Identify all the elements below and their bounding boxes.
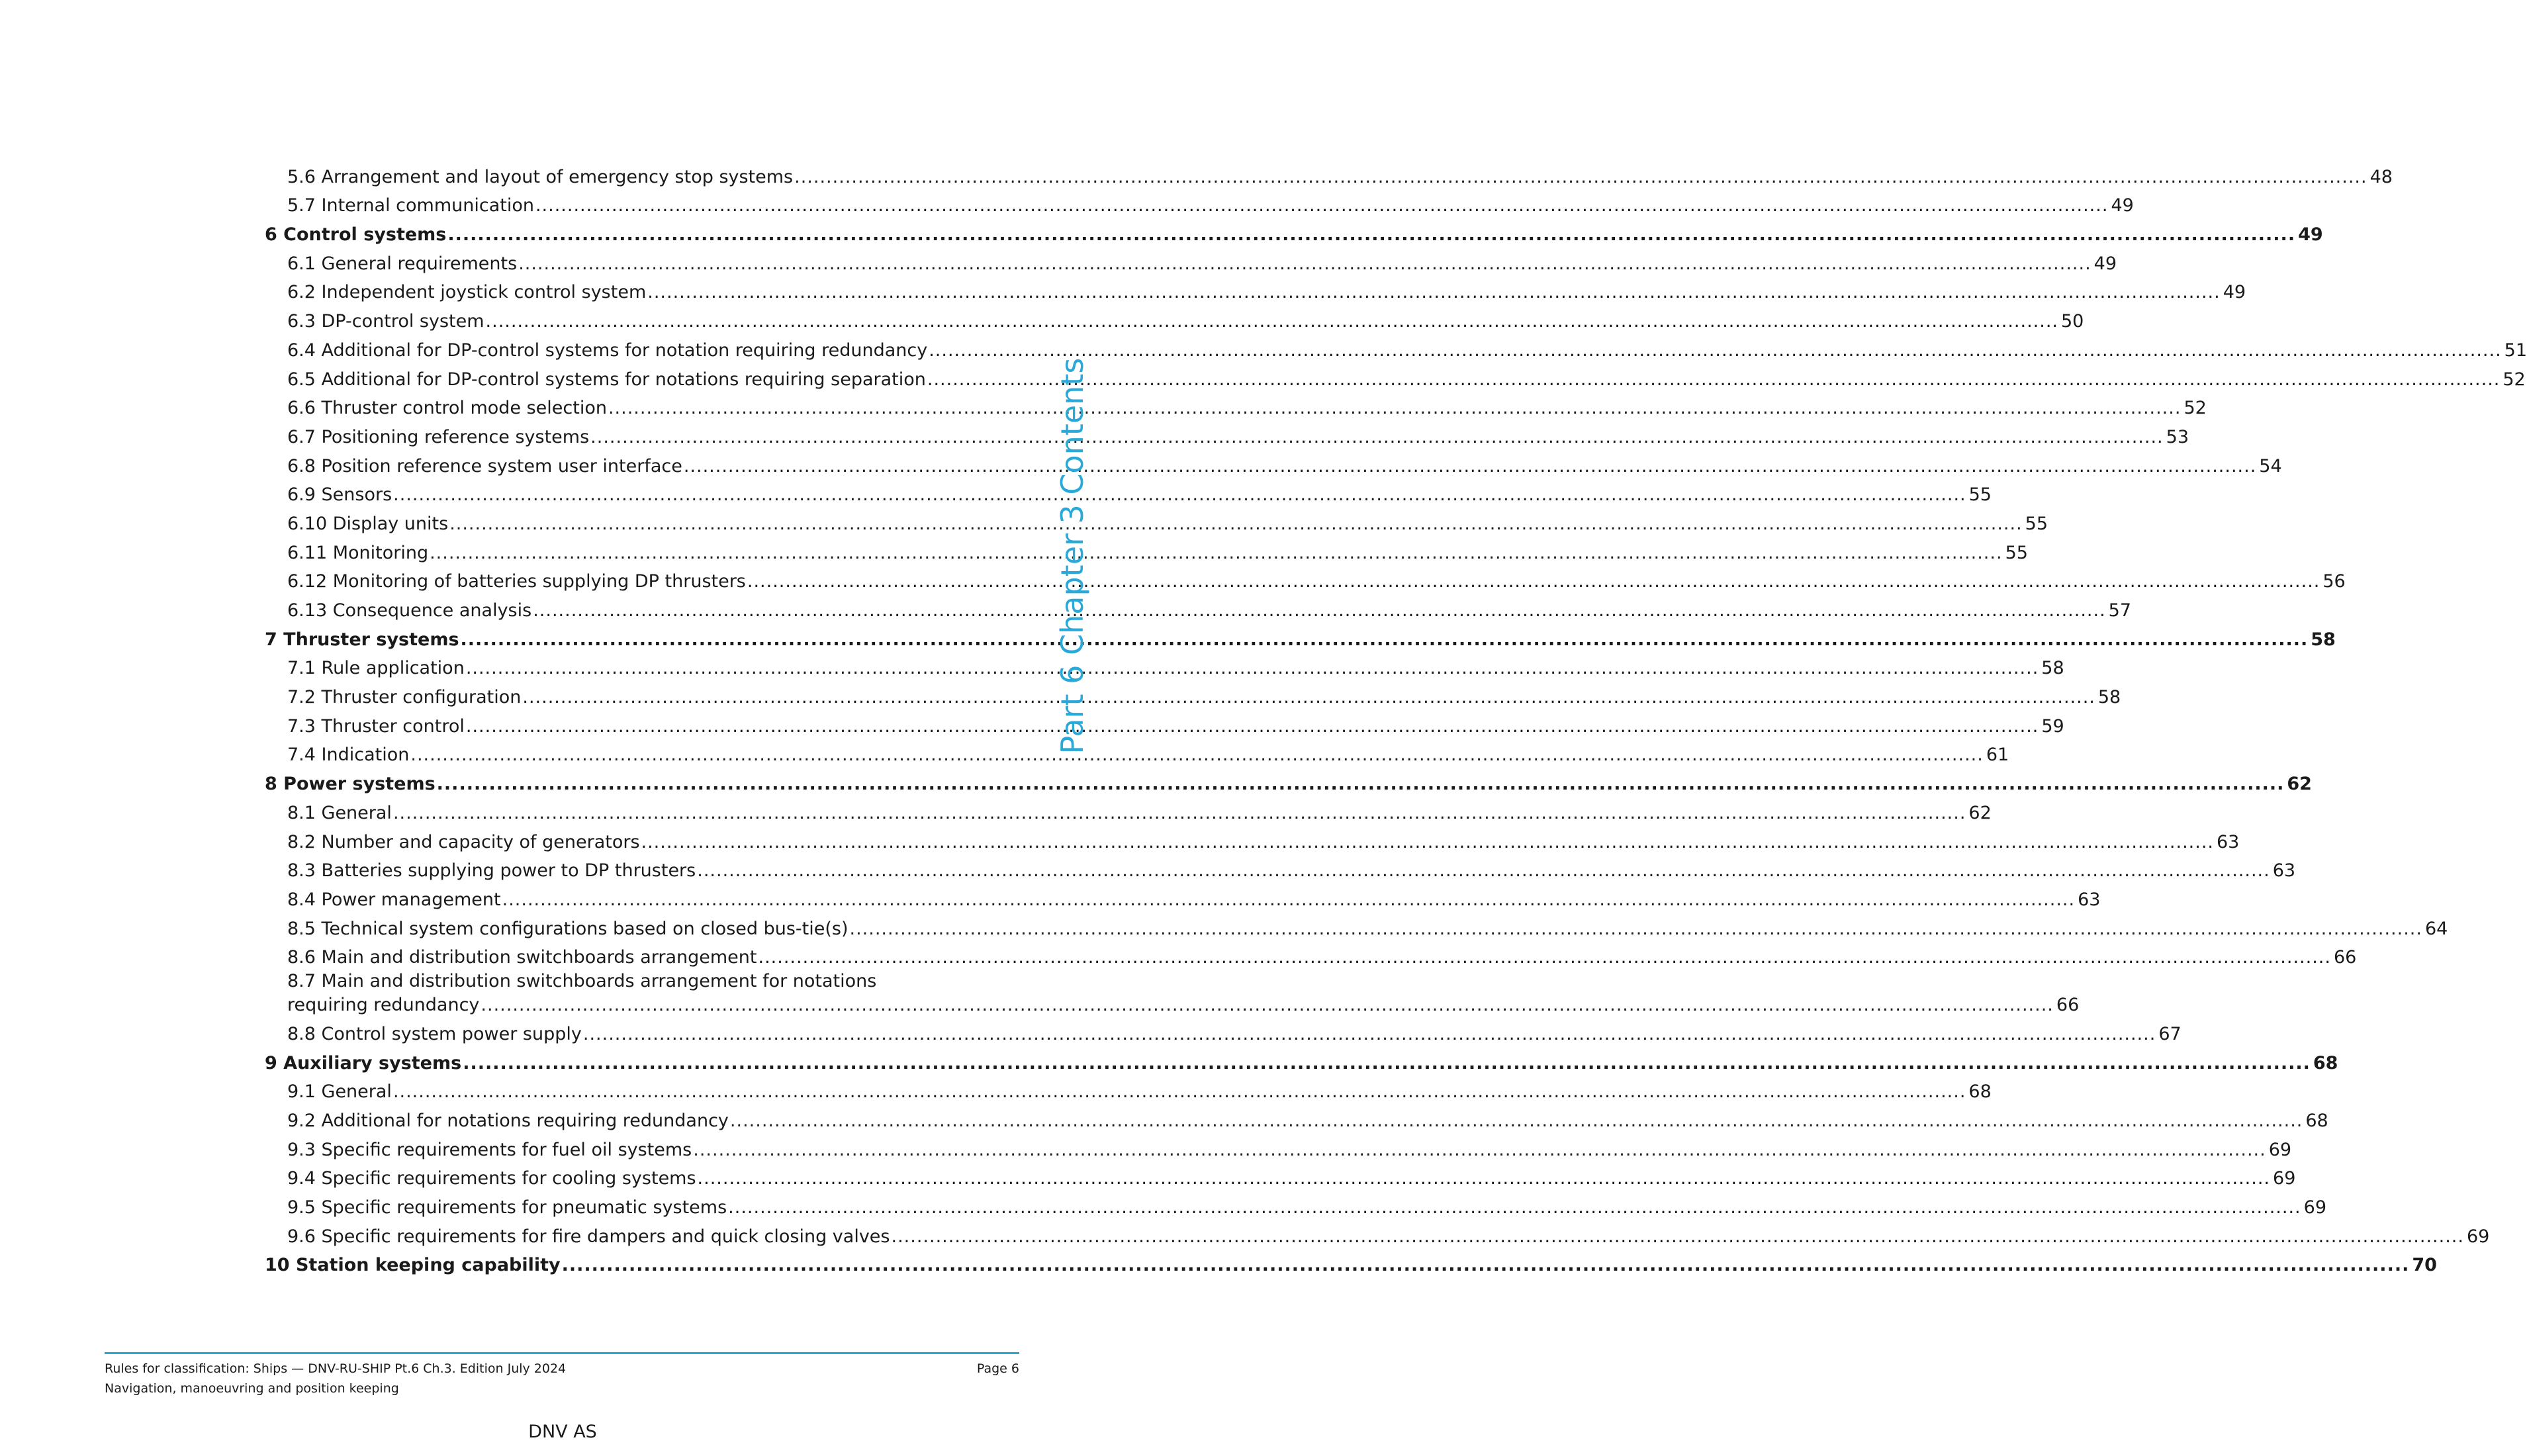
toc-leader-dots (463, 1052, 2311, 1075)
toc-entry-title: 8.4 Power management (287, 889, 501, 910)
toc-section-entry[interactable] (265, 218, 2323, 247)
toc-subsection-entry[interactable] (265, 1104, 2328, 1133)
toc-leader-dots (608, 396, 2181, 420)
toc-subsection-entry[interactable] (265, 247, 2117, 276)
toc-entry-page: 54 (2259, 455, 2282, 477)
toc-leader-dots (393, 801, 1966, 825)
footer-rules-title: Rules for classification: Ships — DNV-RU-SHIP Pt.6 Ch.3. Edition July 2024 (105, 1361, 567, 1376)
toc-subsection-entry[interactable] (265, 970, 2080, 1017)
toc-entry-page: 69 (2268, 1139, 2292, 1160)
toc-entry-page: 49 (2093, 253, 2117, 274)
toc-entry-page: 69 (2466, 1226, 2490, 1247)
toc-entry-title: 6 Control systems (265, 224, 447, 246)
toc-entry-page: 51 (2504, 340, 2527, 361)
toc-subsection-entry[interactable] (265, 189, 2134, 218)
toc-entry-page: 49 (2223, 282, 2246, 303)
toc-leader-dots (518, 252, 2091, 276)
toc-entry-title: 8.1 General (287, 802, 392, 823)
toc-entry-page: 64 (2424, 918, 2448, 939)
toc-entry-page: 58 (2311, 629, 2336, 650)
toc-leader-dots (437, 772, 2285, 796)
toc-entry-page: 53 (2166, 426, 2189, 447)
toc-entry-page: 63 (2216, 831, 2240, 852)
toc-entry-page: 48 (2369, 166, 2393, 187)
toc-section-entry[interactable] (265, 623, 2336, 652)
toc-subsection-entry[interactable] (265, 1191, 2326, 1220)
toc-subsection-entry[interactable] (265, 478, 1992, 508)
toc-entry-page: 62 (2287, 774, 2312, 795)
toc-entry-title: 9.2 Additional for notations requiring redundancy (287, 1111, 729, 1131)
toc-entry-page: 67 (2158, 1023, 2182, 1044)
toc-leader-dots (522, 686, 2095, 709)
toc-subsection-entry[interactable] (265, 739, 2009, 768)
toc-entry-title: 8.2 Number and capacity of generators (287, 831, 640, 852)
toc-entry-title: 8.5 Technical system configurations based on closed bus-tie(s) (287, 918, 849, 939)
toc-entry-title: 9.3 Specific requirements for fuel oil systems (287, 1139, 692, 1160)
toc-entry-title: 9.4 Specific requirements for cooling systems (287, 1168, 696, 1189)
toc-subsection-entry[interactable] (265, 507, 2048, 536)
toc-leader-dots (590, 426, 2163, 449)
toc-leader-dots (730, 1109, 2303, 1133)
toc-leader-dots (641, 831, 2214, 854)
toc-entry-title: 6.11 Monitoring (287, 542, 429, 563)
toc-entry-title: 9.5 Specific requirements for pneumatic systems (287, 1197, 727, 1218)
toc-subsection-entry[interactable] (265, 652, 2064, 681)
toc-entry-page: 49 (2111, 195, 2134, 216)
toc-leader-dots (393, 483, 1966, 507)
toc-section-entry[interactable] (265, 1046, 2338, 1075)
toc-entry-title: 6.2 Independent joystick control system (287, 282, 647, 303)
toc-leader-dots (466, 657, 2039, 680)
toc-entry-page: 63 (2272, 860, 2296, 882)
toc-entry-title: 6.13 Consequence analysis (287, 600, 532, 621)
toc-leader-dots (486, 310, 2058, 334)
toc-entry-title: 9 Auxiliary systems (265, 1052, 462, 1073)
toc-subsection-entry[interactable] (265, 709, 2064, 739)
toc-entry-title: 8 Power systems (265, 774, 436, 795)
toc-entry-page: 55 (2005, 542, 2028, 563)
toc-entry-page: 55 (2025, 513, 2048, 534)
toc-leader-dots (794, 165, 2367, 189)
toc-entry-title: 7.2 Thruster configuration (287, 687, 522, 708)
toc-entry-title: 6.7 Positioning reference systems (287, 426, 590, 447)
toc-entry-title: 8.3 Batteries supplying power to DP thrusters (287, 860, 696, 882)
toc-subsection-entry[interactable] (265, 912, 2448, 941)
toc-subsection-entry[interactable] (265, 594, 2132, 623)
toc-subsection-entry[interactable] (265, 363, 2526, 392)
toc-leader-dots (533, 599, 2105, 623)
toc-entry-page: 63 (2078, 889, 2101, 910)
toc-leader-dots (502, 888, 2075, 912)
toc-entry-title: 7.4 Indication (287, 745, 410, 766)
toc-entry-title: 9.1 General (287, 1081, 392, 1103)
toc-entry-page: 66 (2333, 947, 2357, 968)
toc-leader-dots (647, 281, 2220, 304)
toc-entry-page: 68 (2313, 1052, 2338, 1073)
toc-leader-dots (698, 1167, 2270, 1191)
toc-leader-dots (449, 512, 2022, 536)
toc-entry-title: 6.1 General requirements (287, 253, 518, 274)
toc-entry-title-continued: requiring redundancy (287, 995, 480, 1016)
toc-entry-page: 66 (2056, 995, 2080, 1016)
toc-leader-dots (849, 917, 2422, 941)
toc-entry-page: 62 (1968, 802, 1992, 823)
toc-entry-page: 55 (1968, 484, 1992, 506)
toc-subsection-entry[interactable] (265, 304, 2084, 334)
toc-subsection-entry[interactable] (265, 392, 2207, 421)
toc-section-entry[interactable] (265, 1249, 2437, 1278)
toc-subsection-entry[interactable] (265, 536, 2028, 565)
toc-subsection-entry[interactable] (265, 941, 2357, 970)
toc-entry-page: 68 (1968, 1081, 1992, 1103)
toc-subsection-entry[interactable] (265, 449, 2282, 478)
footer-page-number: Page 6 (976, 1361, 1019, 1376)
toc-leader-dots (758, 946, 2331, 970)
toc-leader-dots (747, 570, 2320, 594)
toc-entry-title: 7.1 Rule application (287, 658, 465, 679)
toc-entry-page: 70 (2412, 1255, 2437, 1276)
toc-entry-page: 69 (2273, 1168, 2296, 1189)
toc-leader-dots (461, 628, 2309, 652)
toc-entry-title: 8.8 Control system power supply (287, 1023, 582, 1044)
toc-entry-title: 8.6 Main and distribution switchboards arrangement (287, 947, 757, 968)
toc-subsection-entry[interactable] (265, 160, 2393, 189)
toc-subsection-entry[interactable] (265, 796, 1992, 825)
toc-leader-dots (728, 1196, 2301, 1220)
toc-leader-dots (481, 993, 2053, 1017)
toc-leader-dots (927, 368, 2500, 392)
footer-divider (105, 1352, 1019, 1354)
toc-entry-page: 68 (2305, 1111, 2328, 1131)
toc-entry-page: 57 (2108, 600, 2132, 621)
toc-leader-dots (410, 743, 1983, 767)
toc-entry-title: 9.6 Specific requirements for fire dampers and quick closing valves (287, 1226, 890, 1247)
toc-leader-dots (393, 1080, 1966, 1104)
toc-entry-page: 52 (2183, 398, 2207, 419)
toc-entry-title: 6.9 Sensors (287, 484, 392, 506)
toc-leader-dots (929, 339, 2501, 363)
toc-entry-title: 6.3 DP-control system (287, 311, 484, 332)
toc-leader-dots (693, 1138, 2266, 1162)
toc-leader-dots (447, 223, 2295, 247)
section-side-tab: Part 6 Chapter 3 Contents (1054, 357, 1090, 754)
company-name: DNV AS (528, 1422, 597, 1442)
toc-subsection-entry[interactable] (265, 420, 2189, 449)
footer-document-info (105, 1359, 566, 1398)
toc-leader-dots (583, 1023, 2156, 1046)
toc-entry-page: 58 (2097, 687, 2121, 708)
toc-entry-title: 10 Station keeping capability (265, 1255, 561, 1276)
toc-entry-title: 5.7 Internal communication (287, 195, 534, 216)
toc-leader-dots (430, 541, 2002, 565)
toc-subsection-entry[interactable] (265, 334, 2527, 363)
toc-entry-page: 52 (2503, 369, 2526, 390)
toc-entry-page: 56 (2322, 571, 2346, 592)
toc-entry-page: 50 (2061, 311, 2084, 332)
toc-leader-dots (466, 715, 2039, 739)
toc-subsection-entry[interactable] (265, 1162, 2296, 1191)
toc-entry-title: 7 Thruster systems (265, 629, 459, 650)
toc-subsection-entry[interactable] (265, 276, 2246, 305)
toc-entry-title: 6.5 Additional for DP-control systems for notations requiring separation (287, 369, 926, 390)
toc-subsection-entry[interactable] (265, 854, 2296, 884)
toc-entry-title: 6.6 Thruster control mode selection (287, 398, 607, 419)
footer-subtitle: Navigation, manoeuvring and position keeping (105, 1381, 399, 1396)
toc-subsection-entry[interactable] (265, 1133, 2292, 1162)
toc-subsection-entry[interactable] (265, 1075, 1992, 1105)
toc-subsection-entry[interactable] (265, 1220, 2490, 1249)
toc-entry-title: 6.10 Display units (287, 513, 449, 534)
toc-subsection-entry[interactable] (265, 825, 2240, 854)
toc-entry-title: 8.7 Main and distribution switchboards arrangement for notations (287, 971, 877, 992)
toc-entry-title: 7.3 Thruster control (287, 715, 465, 737)
toc-entry-title: 6.8 Position reference system user interface (287, 455, 682, 477)
toc-entry-page: 59 (2041, 715, 2064, 737)
toc-entry-title: 6.12 Monitoring of batteries supplying DP thrusters (287, 571, 746, 592)
toc-entry-title: 5.6 Arrangement and layout of emergency stop systems (287, 166, 794, 187)
toc-subsection-entry[interactable] (265, 883, 2101, 912)
toc-subsection-entry[interactable] (265, 1017, 2182, 1046)
toc-entry-page: 49 (2298, 224, 2323, 246)
toc-leader-dots (684, 455, 2256, 478)
toc-leader-dots (562, 1253, 2410, 1277)
toc-subsection-entry[interactable] (265, 565, 2346, 594)
toc-section-entry[interactable] (265, 767, 2312, 796)
toc-leader-dots (535, 194, 2108, 218)
toc-leader-dots (697, 859, 2270, 883)
toc-entry-page: 58 (2041, 658, 2064, 679)
toc-entry-title: 6.4 Additional for DP-control systems for notation requiring redundancy (287, 340, 928, 361)
toc-subsection-entry[interactable] (265, 680, 2121, 709)
toc-entry-page: 61 (1986, 745, 2009, 766)
toc-leader-dots (892, 1225, 2464, 1249)
toc-entry-page: 69 (2303, 1197, 2326, 1218)
